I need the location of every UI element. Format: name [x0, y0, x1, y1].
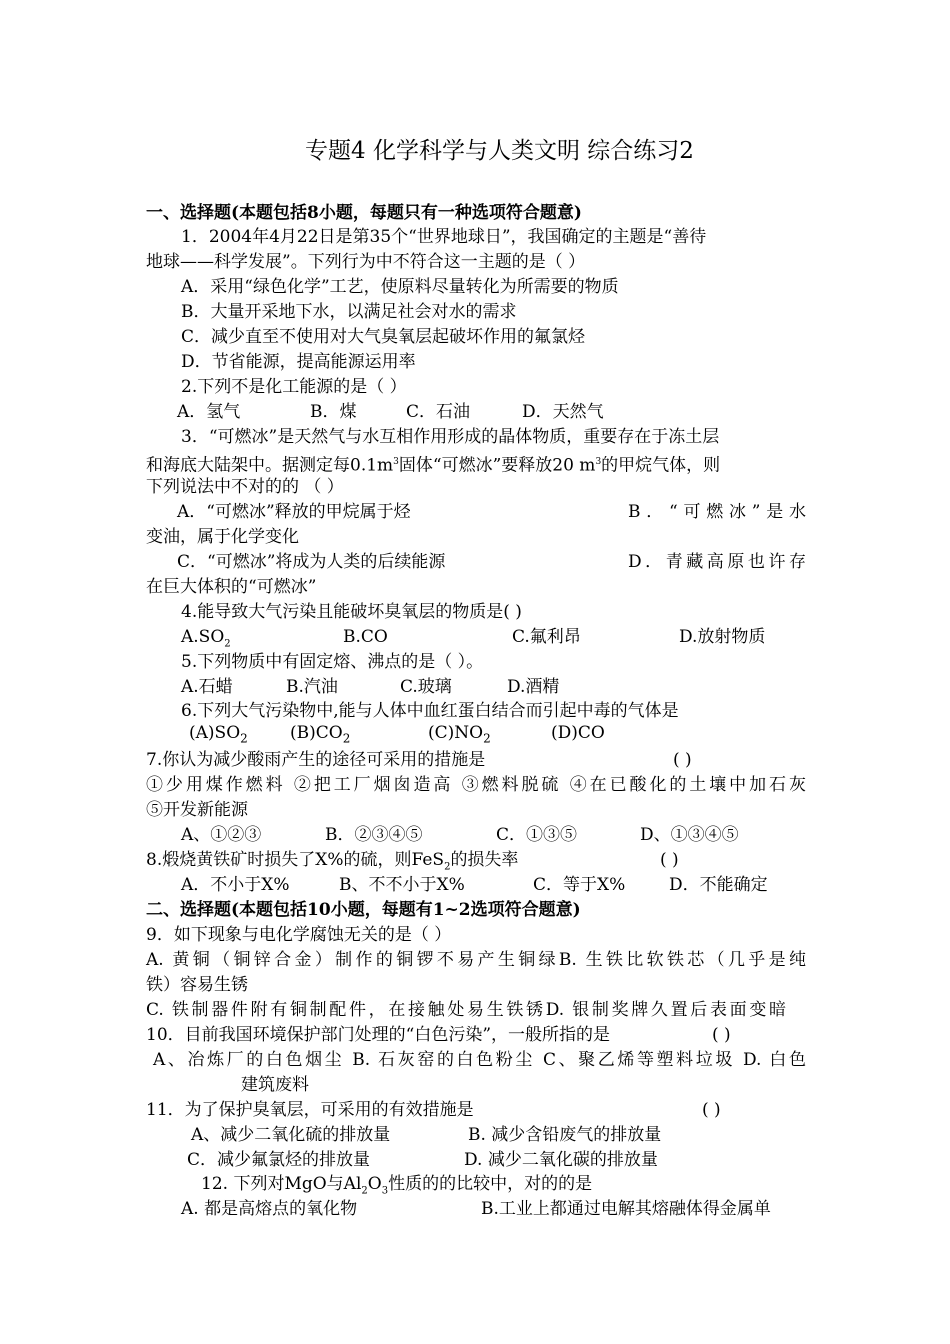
q6-option-a-subscript: 2	[240, 731, 248, 746]
q9-options-ab-line1: A. 黄铜（铜锌合金）制作的铜锣不易产生铜绿B. 生铁比软铁芯（几乎是纯	[146, 950, 806, 970]
q7-measures-line2: ⑤开发新能源	[146, 800, 248, 820]
q2-option-b: B．煤	[310, 402, 357, 422]
q9-options-ab-line2: 铁）容易生锈	[146, 975, 248, 995]
q12-subscript-1: 2	[361, 1185, 368, 1197]
q6-option-c-subscript: 2	[483, 731, 491, 746]
q7-option-d: D、①③④⑤	[640, 825, 739, 845]
document-title: 专题4 化学科学与人类文明 综合练习2	[305, 138, 694, 164]
q2-option-d: D．天然气	[522, 402, 604, 422]
q7-option-c: C．①③⑤	[496, 825, 578, 845]
q3-stem-line2-c: 的甲烷气体，则	[601, 455, 721, 476]
q4-option-b: B.CO	[343, 627, 388, 647]
section-2-heading: 二、选择题(本题包括10小题，每题有1~2选项符合题意)	[146, 900, 581, 920]
q4-option-a-subscript: 2	[224, 638, 231, 650]
q8-option-b: B、不不小于X%	[339, 875, 465, 895]
q3-stem-line1: 3．“可燃冰”是天然气与水互相作用形成的晶体物质，重要存在于冻土层	[181, 427, 720, 447]
q10-answer-paren: ( )	[712, 1025, 731, 1045]
q7-measures-line1: ①少用煤作燃料 ②把工厂烟囱造高 ③燃料脱硫 ④在已酸化的土壤中加石灰	[146, 775, 806, 795]
q3-stem-line2-a: 和海底大陆架中。据测定每0.1m	[146, 455, 394, 476]
q6-option-c	[428, 721, 491, 750]
q9-stem: 9．如下现象与电化学腐蚀无关的是（ ）	[146, 925, 452, 945]
q6-option-a-text: (A)SO	[189, 723, 241, 743]
q1-stem-line1: 1．2004年4月22日是第35个“世界地球日”，我国确定的主题是“善待	[181, 227, 707, 247]
q6-option-c-text: (C)NO	[428, 723, 484, 743]
q11-option-a: A、减少二氧化硫的排放量	[191, 1125, 391, 1145]
q1-option-d: D．节省能源，提高能源运用率	[181, 352, 416, 372]
q6-option-b-subscript: 2	[342, 731, 351, 746]
q7-option-b: B．②③④⑤	[325, 825, 423, 845]
q10-options-line1: A、冶炼厂的白色烟尘 B. 石灰窑的白色粉尘 C、聚乙烯等塑料垃圾 D. 白色	[153, 1050, 806, 1070]
q12-option-b: B.工业上都通过电解其熔融体得金属单	[481, 1199, 771, 1219]
q8-option-c: C．等于X%	[533, 875, 626, 895]
q3-option-a: A．“可燃冰”释放的甲烷属于烃	[177, 502, 411, 522]
q8-answer-paren: ( )	[660, 850, 679, 870]
q8-option-a: A．不小于X%	[181, 875, 290, 895]
q6-option-d: (D)CO	[551, 723, 605, 743]
q6-option-b-text: (B)CO	[290, 723, 343, 743]
section-1-heading: 一、选择题(本题包括8小题，每题只有一种选项符合题意)	[146, 203, 582, 223]
q10-options-line2: 建筑废料	[241, 1075, 309, 1095]
q3-stem-line3: 下列说法中不对的的 （ ）	[146, 477, 344, 497]
q8-stem-tail: 的损失率	[450, 850, 519, 870]
q6-stem: 6.下列大气污染物中,能与人体中血红蛋白结合而引起中毒的气体是	[181, 701, 679, 721]
q4-stem: 4.能导致大气污染且能破坏臭氧层的物质是( )	[181, 602, 522, 622]
q5-stem: 5.下列物质中有固定熔、沸点的是（ ）。	[181, 652, 484, 672]
q12-option-a: A. 都是高熔点的氧化物	[181, 1199, 358, 1219]
q5-option-b: B.汽油	[286, 677, 338, 697]
q7-answer-paren: ( )	[673, 750, 692, 770]
q3-option-b-part1: B．“可燃冰”是水	[628, 502, 806, 522]
q9-options-cd: C. 铁制器件附有铜制配件，在接触处易生铁锈D. 银制奖牌久置后表面变暗	[146, 1000, 786, 1020]
q3-option-b-part2: 变油，属于化学变化	[146, 527, 299, 547]
q5-option-c: C.玻璃	[400, 677, 452, 697]
q11-option-c: C．减少氟氯烃的排放量	[187, 1150, 371, 1170]
q6-option-a	[189, 721, 248, 750]
q11-answer-paren: ( )	[702, 1100, 721, 1120]
q3-superscript-2: 3	[595, 457, 602, 467]
q2-option-a: A．氢气	[177, 402, 241, 422]
q5-option-d: D.酒精	[507, 677, 560, 697]
q7-option-a: A、①②③	[181, 825, 262, 845]
q2-option-c: C．石油	[406, 402, 471, 422]
q7-stem: 7.你认为减少酸雨产生的途径可采用的措施是	[146, 750, 486, 770]
q3-stem-line2-b: 固体“可燃冰”要释放20 m	[398, 455, 596, 476]
q8-option-d: D．不能确定	[669, 875, 768, 895]
q3-superscript-1: 3	[393, 457, 399, 467]
q4-option-d: D.放射物质	[679, 627, 766, 647]
q8-stem-subscript: 2	[444, 861, 451, 873]
q2-stem: 2.下列不是化工能源的是（ ）	[181, 377, 407, 397]
q12-subscript-2: 3	[381, 1185, 389, 1197]
q3-option-d-part1: D．青藏高原也许存	[628, 552, 806, 572]
q3-option-c: C．“可燃冰”将成为人类的后续能源	[177, 552, 446, 572]
q11-option-d: D. 减少二氧化碳的排放量	[464, 1150, 658, 1170]
q11-stem: 11．为了保护臭氧层，可采用的有效措施是	[146, 1100, 474, 1120]
q4-option-a-text: A.SO	[181, 627, 225, 647]
q5-option-a: A.石蜡	[181, 677, 233, 697]
q12-stem-part2: O	[367, 1174, 382, 1194]
q4-option-c: C.氟利昂	[512, 627, 581, 647]
q3-stem-line2	[146, 450, 720, 478]
q1-stem-line2: 地球——科学发展”。下列行为中不符合这一主题的是（ ）	[146, 252, 586, 272]
q6-option-b	[290, 721, 350, 750]
q1-option-a: A．采用“绿色化学”工艺，使原料尽量转化为所需要的物质	[181, 277, 619, 297]
q12-stem-part3: 性质的的比较中，对的的是	[388, 1174, 593, 1194]
q8-stem-text: 8.煅烧黄铁矿时损失了X%的硫，则FeS	[146, 850, 445, 870]
q12-stem-part1: 12. 下列对MgO与Al	[201, 1174, 362, 1194]
q1-option-b: B．大量开采地下水，以满足社会对水的需求	[181, 302, 517, 322]
q1-option-c: C．减少直至不使用对大气臭氧层起破坏作用的氟氯烃	[181, 327, 586, 347]
q11-option-b: B. 减少含铅废气的排放量	[468, 1125, 662, 1145]
q10-stem: 10．目前我国环境保护部门处理的“白色污染”，一般所指的是	[146, 1025, 611, 1045]
q3-option-d-part2: 在巨大体积的“可燃冰”	[146, 577, 317, 597]
